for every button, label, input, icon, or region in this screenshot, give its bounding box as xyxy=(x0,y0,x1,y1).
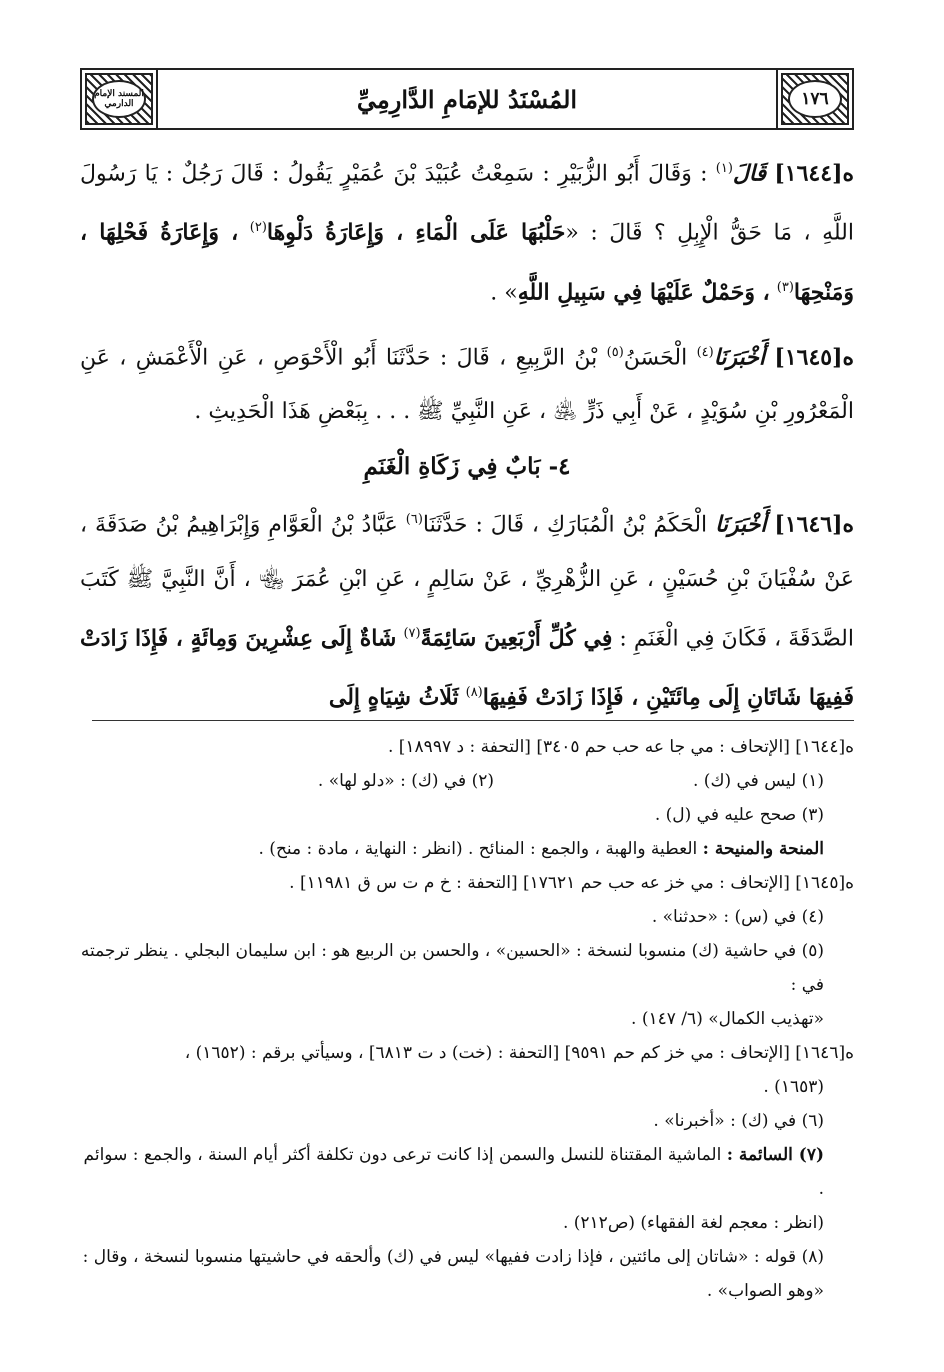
footnote-1: (١) ليس في (ك) . xyxy=(693,771,824,791)
hadith-text: » . xyxy=(490,279,518,305)
hadith-text: بْنُ الرَّبِيعِ ، قَالَ : حَدَّثَنَا أَبُو الْأَحْوَصِ ، عَنِ الْأَعْمَشِ ، عَنِ الْمَعْرُورِ بْنِ سُوَيْدٍ ، عَنْ أَبِي ذَرٍّ ﵁ ، عَنِ النَّبِيِّ ﷺ . . . بِبَعْضِ هَذَا الْحَدِيثِ . xyxy=(80,345,854,425)
seal-ornament xyxy=(85,73,153,125)
footnote-5: (٥) في حاشية (ك) منسوبا لنسخة : «الحسين» ، والحسن بن الربيع هو : ابن سليمان البجلي . ينظر ترجمته في : xyxy=(80,941,824,995)
takhrij-1645: ه[١٦٤٥] [الإتحاف : مي خز عه حب حم ١٧٦٢١] [التحفة : خ م ت س ق ١١٩٨١] . xyxy=(289,873,854,893)
definition-term: المنحة والمنيحة : xyxy=(702,839,824,859)
hadith-matn: فِي كُلِّ أَرْبَعِينَ سَائِمَةً xyxy=(420,624,613,651)
hadith-matn: شَاةٌ إِلَى عِشْرِينَ وَمِائَةٍ ، فَإِذَا زَادَتْ فَفِيهَا شَاتَانِ إِلَى مِائَتَيْنِ ، فَإِذَا زَادَتْ فَفِيهَا xyxy=(80,624,854,711)
footnote-ref: (٦) xyxy=(405,512,423,528)
header-divider xyxy=(156,68,158,130)
main-text xyxy=(80,142,854,731)
footnote-row xyxy=(80,764,854,798)
footnote-ref: (٥) xyxy=(606,344,624,360)
hadith-matn: حَلْبُهَا عَلَى الْمَاءِ ، وَإِعَارَةُ دَلْوِهَا xyxy=(266,219,566,246)
footnote-ref: (٤) xyxy=(696,344,714,360)
hadith-1646 xyxy=(80,493,854,725)
hadith-text: الْحَكَمُ بْنُ الْمُبَارَكِ ، قَالَ : حَدَّثَنَا xyxy=(422,512,708,538)
narration-keyword: أَخْبَرَنَا xyxy=(715,511,767,538)
footnote-8-cont: «وهو الصواب» . xyxy=(706,1281,824,1301)
takhrij-1646: ه[١٦٤٦] [الإتحاف : مي خز كم حم ٩٥٩١] [التحفة : (خت) د ت ٦٨١٣] ، وسيأتي برقم : (١٦٥٢) ، xyxy=(184,1043,854,1063)
book-title: المُسْنَدُ للإمَامِ الدَّارِمِيِّ xyxy=(356,84,578,114)
hadith-text: الْحَسَنُ xyxy=(623,345,688,371)
hadith-matn: ثَلَاثُ شِيَاهٍ إِلَى xyxy=(328,684,459,711)
hadith-number: ه[١٦٤٦] xyxy=(774,511,855,538)
footnote-4: (٤) في (س) : «حدثنا» . xyxy=(651,907,824,927)
chapter-heading: ٤- بَابٌ فِي زَكَاةِ الْغَنَمِ xyxy=(363,453,571,481)
footnote-2: (٢) في (ك) : «دلو لها» . xyxy=(317,771,494,791)
hadith-number: ه[١٦٤٤] xyxy=(774,160,854,187)
hadith-1645 xyxy=(80,326,854,439)
footnote-ref: (٢) xyxy=(249,220,267,236)
footnote-ref: (١) xyxy=(715,161,733,176)
header-divider xyxy=(776,68,778,130)
hadith-text: عَبَّادُ بْنُ الْعَوَّامِ وَإِبْرَاهِيمُ بْنُ صَدَقَةَ ، عَنْ سُفْيَانَ بْنِ حُسَيْنٍ ، عَنِ الزُّهْرِيِّ ، عَنْ سَالِمٍ ، عَنِ ابْنِ عُمَرَ ﵄ ، أَنَّ النَّبِيَّ ﷺ كَتَبَ الصَّدَقَةَ ، فَكَانَ فِي الْغَنَمِ : xyxy=(80,512,854,651)
page-number: ١٧٦ xyxy=(801,89,829,109)
footnotes xyxy=(80,730,854,1308)
hadith-1644 xyxy=(80,142,854,320)
definition-text: الماشية المقتناة للنسل والسمن إذا كانت ترعى دون تكلفة أكثر أيام السنة ، والجمع : سوائم . xyxy=(83,1145,824,1199)
footnote-7-cont: (انظر : معجم لغة الفقهاء) (ص٢١٢) . xyxy=(562,1213,824,1233)
definition-term: (٧) السائمة : xyxy=(726,1145,824,1165)
footnote-ref: (٧) xyxy=(403,625,421,641)
hadith-number: ه[١٦٤٥] xyxy=(774,344,855,371)
hadith-matn: ، وَإِعَارَةُ فَحْلِهَا ، وَمَنْحِهَا xyxy=(80,219,854,305)
hadith-matn: ، وَحَمْلٌ عَلَيْهَا فِي سَبِيلِ اللَّهِ xyxy=(517,278,770,305)
takhrij-1644: ه[١٦٤٤] [الإتحاف : مي جا عه حب حم ٣٤٠٥] [التحفة : د ١٨٩٩٧] . xyxy=(387,737,854,757)
page-header xyxy=(80,68,854,130)
footnote-6: (٦) في (ك) : «أخبرنا» . xyxy=(653,1111,824,1131)
footnote-7 xyxy=(80,1138,854,1206)
footnote-ref: (٣) xyxy=(776,279,794,295)
footnote-5-cont: «تهذيب الكمال» (٦/ ١٤٧) . xyxy=(631,1009,824,1029)
definition-manha xyxy=(80,832,854,866)
footnote-divider xyxy=(92,720,854,721)
footnote-8: (٨) قوله : «شاتان إلى مائتين ، فإذا زادت ففيها» ليس في (ك) وألحقه في حاشيتها منسوبا لنسخة ، وقال : xyxy=(82,1247,824,1267)
hadith-text: : وَقَالَ أَبُو الزُّبَيْرِ : سَمِعْتُ عُبَيْدَ بْنَ عُمَيْرٍ يَقُولُ : قَالَ رَجُلٌ : يَا رَسُولَ اللَّهِ ، مَا حَقُّ الْإِبِلِ ؟ قَالَ : « xyxy=(80,161,854,246)
seal-text: المسند الإمام الدارمي xyxy=(94,89,144,109)
footnote-3: (٣) صحح عليه في (ل) . xyxy=(654,805,824,825)
footnote-ref: (٨) xyxy=(465,684,483,700)
narration-keyword: أَخْبَرَنَا xyxy=(713,344,766,371)
narration-keyword: قَالَ xyxy=(732,160,767,187)
page-number-ornament xyxy=(781,73,849,125)
takhrij-1646-cont: (١٦٥٣) . xyxy=(763,1077,824,1097)
definition-text: العطية والهبة ، والجمع : المنائح . (انظر : النهاية ، مادة : منح) . xyxy=(258,839,698,859)
